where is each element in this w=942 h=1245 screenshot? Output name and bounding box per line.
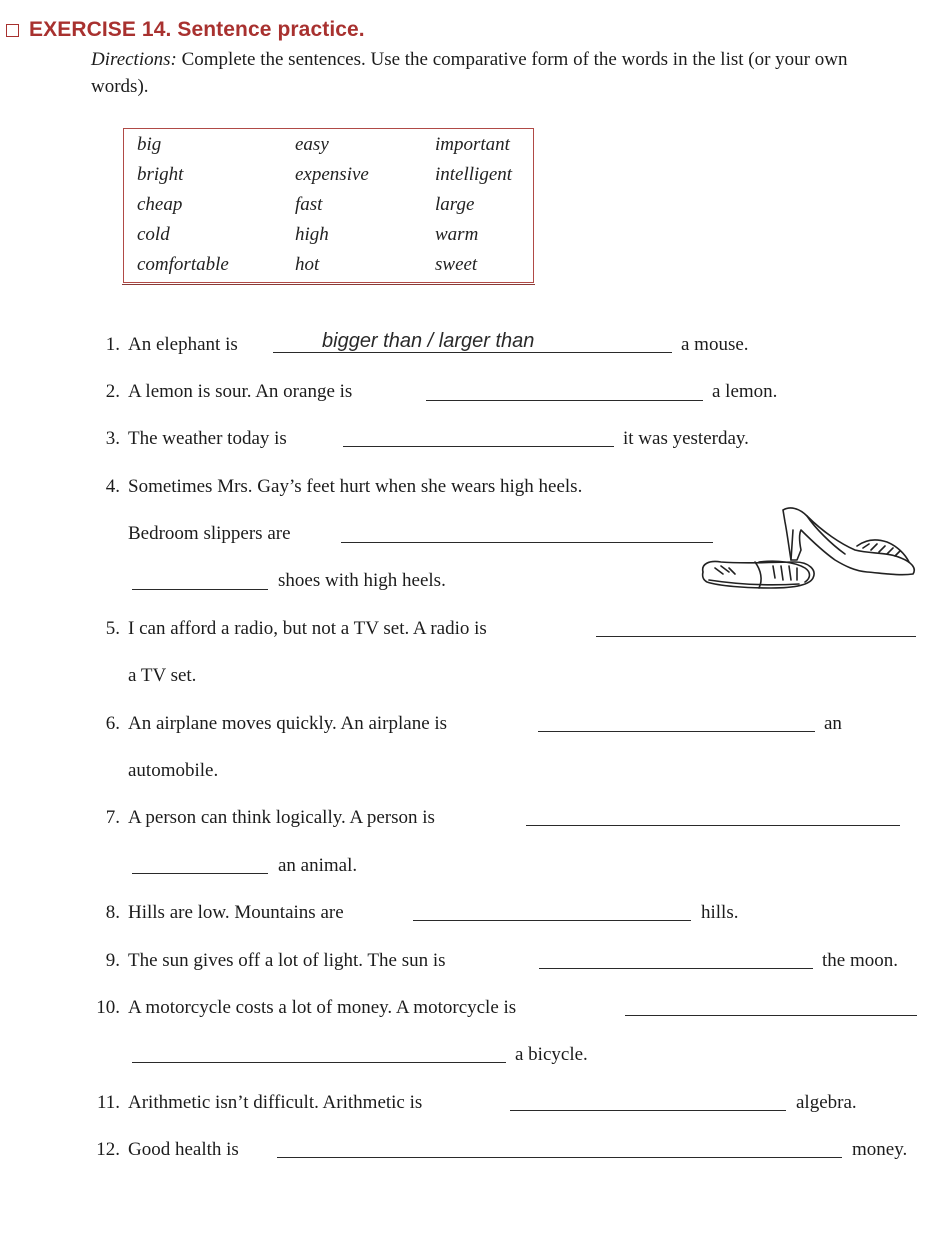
sentence-text: an animal. bbox=[278, 855, 358, 876]
word: bright bbox=[137, 164, 184, 185]
directions-label: Directions: bbox=[91, 49, 177, 70]
answer-blank[interactable] bbox=[341, 542, 713, 543]
answer-blank[interactable] bbox=[273, 352, 672, 353]
item-number: 1. bbox=[105, 334, 120, 355]
item-number: 2. bbox=[105, 381, 120, 402]
answer-blank[interactable] bbox=[343, 446, 614, 447]
sentence-text: a lemon. bbox=[712, 381, 778, 402]
directions bbox=[91, 46, 891, 100]
answer-blank[interactable] bbox=[426, 400, 703, 401]
item-number: 6. bbox=[105, 713, 120, 734]
word: high bbox=[295, 224, 329, 245]
exercise-header bbox=[6, 18, 365, 42]
answer-blank[interactable] bbox=[539, 968, 813, 969]
sentence-text: A person can think logically. A person is bbox=[128, 807, 435, 828]
sentence-text: a mouse. bbox=[681, 334, 749, 355]
sentence-text: Arithmetic isn’t difficult. Arithmetic is bbox=[128, 1092, 423, 1113]
word: important bbox=[435, 134, 510, 155]
answer-blank[interactable] bbox=[277, 1157, 842, 1158]
item-number: 7. bbox=[105, 807, 120, 828]
answer-blank[interactable] bbox=[538, 731, 815, 732]
exercise-title: EXERCISE 14. Sentence practice. bbox=[29, 18, 365, 41]
item-number: 10. bbox=[96, 997, 120, 1018]
slipper-and-high-heel-icon bbox=[695, 500, 920, 605]
answer-blank[interactable] bbox=[625, 1015, 917, 1016]
word: hot bbox=[295, 254, 320, 275]
directions-text: Complete the sentences. Use the comparative form of the words in the list (or your own words). bbox=[91, 49, 848, 97]
sentence-text: Sometimes Mrs. Gay’s feet hurt when she wears high heels. bbox=[128, 476, 583, 497]
word: big bbox=[137, 134, 162, 155]
sentence-text: shoes with high heels. bbox=[278, 570, 446, 591]
exercise-checkbox[interactable] bbox=[6, 24, 19, 37]
sentence-text: An elephant is bbox=[128, 334, 238, 355]
item-number: 5. bbox=[105, 618, 120, 639]
sentence-text: The sun gives off a lot of light. The sun is bbox=[128, 950, 446, 971]
sentence-text: automobile. bbox=[128, 760, 219, 781]
item-number: 11. bbox=[96, 1092, 120, 1113]
sentence-text: The weather today is bbox=[128, 428, 287, 449]
answer-blank[interactable] bbox=[526, 825, 900, 826]
item-number: 4. bbox=[105, 476, 120, 497]
item-number: 9. bbox=[105, 950, 120, 971]
word: warm bbox=[435, 224, 479, 245]
sentence-text: An airplane moves quickly. An airplane is bbox=[128, 713, 448, 734]
word: cheap bbox=[137, 194, 183, 215]
sentence-text: A lemon is sour. An orange is bbox=[128, 381, 353, 402]
word: fast bbox=[295, 194, 323, 215]
sample-answer: bigger than / larger than bbox=[322, 330, 535, 352]
sentence-text: an bbox=[824, 713, 842, 734]
word: easy bbox=[295, 134, 329, 155]
answer-blank[interactable] bbox=[132, 873, 268, 874]
sentence-text: a TV set. bbox=[128, 665, 197, 686]
sentence-text: hills. bbox=[701, 902, 739, 923]
answer-blank[interactable] bbox=[132, 589, 268, 590]
sentence-text: money. bbox=[852, 1139, 908, 1160]
word: sweet bbox=[435, 254, 478, 275]
sentence-text: algebra. bbox=[796, 1092, 857, 1113]
item-number: 3. bbox=[105, 428, 120, 449]
word: large bbox=[435, 194, 475, 215]
sentence-text: A motorcycle costs a lot of money. A motorcycle is bbox=[128, 997, 517, 1018]
sentence-text: I can afford a radio, but not a TV set. A radio is bbox=[128, 618, 487, 639]
sentence-text: it was yesterday. bbox=[623, 428, 749, 449]
word: intelligent bbox=[435, 164, 513, 185]
sentence-text: the moon. bbox=[822, 950, 898, 971]
sentence-text: a bicycle. bbox=[515, 1044, 588, 1065]
answer-blank[interactable] bbox=[413, 920, 691, 921]
answer-blank[interactable] bbox=[132, 1062, 506, 1063]
answer-blank[interactable] bbox=[596, 636, 916, 637]
sentence-text: Hills are low. Mountains are bbox=[128, 902, 344, 923]
sentence-text: Bedroom slippers are bbox=[128, 523, 291, 544]
answer-blank[interactable] bbox=[510, 1110, 786, 1111]
word: comfortable bbox=[137, 254, 229, 275]
word: expensive bbox=[295, 164, 369, 185]
word: cold bbox=[137, 224, 170, 245]
item-number: 12. bbox=[96, 1139, 120, 1160]
sentence-text: Good health is bbox=[128, 1139, 239, 1160]
word-list-box bbox=[123, 128, 534, 283]
item-number: 8. bbox=[105, 902, 120, 923]
